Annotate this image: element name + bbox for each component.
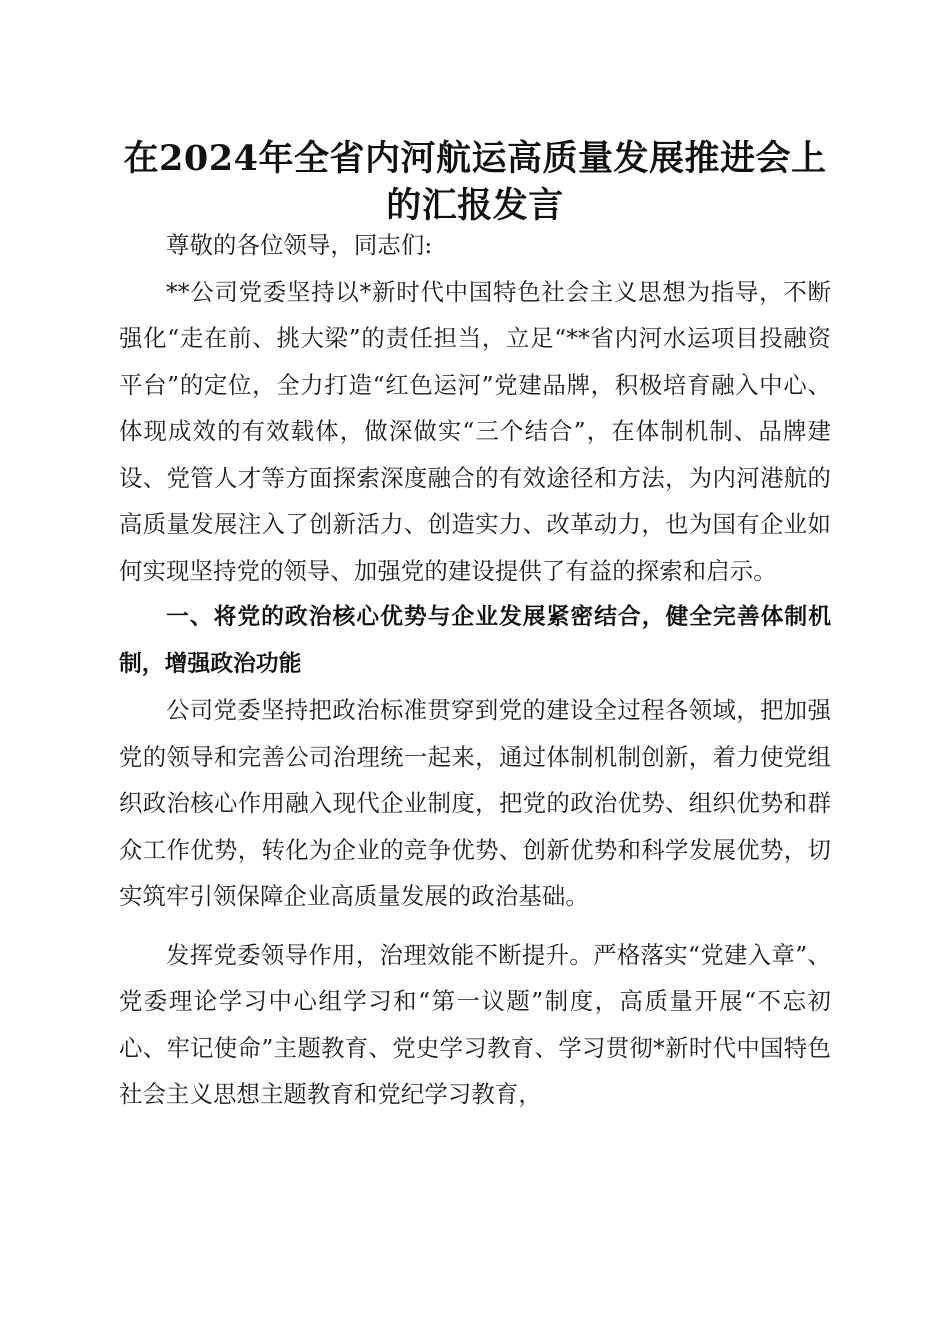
document-title: 在2024年全省内河航运高质量发展推进会上的汇报发言	[123, 138, 827, 226]
salutation: 尊敬的各位领导，同志们:	[166, 231, 433, 259]
paragraph-party-leadership: 发挥党委领导作用，治理效能不断提升。严格落实“党建入章”、党委理论学习中心组学习和“第一议题”制度，高质量开展“不忘初心、牢记使命”主题教育、党史学习教育、学习贯彻*新时代中国特色社会主义思想主题教育和党纪学习教育，	[119, 940, 831, 1108]
document-body	[119, 222, 831, 1118]
section-heading-1: 一、将党的政治核心优势与企业发展紧密结合，健全完善体制机制，增强政治功能	[119, 604, 831, 677]
paragraph-section-1: 公司党委坚持把政治标准贯穿到党的建设全过程各领域，把加强党的领导和完善公司治理统一起来，通过体制机制创新，着力使党组织政治核心作用融入现代企业制度，把党的政治优势、组织优势和群众工作优势，转化为企业的竞争优势、创新优势和科学发展优势，切实筑牢引领保障企业高质量发展的政治基础。	[119, 696, 831, 910]
paragraph-spacer	[119, 920, 831, 932]
paragraph-intro: **公司党委坚持以*新时代中国特色社会主义思想为指导，不断强化“走在前、挑大梁”的责任担当，立足“**省内河水运项目投融资平台”的定位，全力打造“红色运河”党建品牌，积极培育融入中心、体现成效的有效载体，做深做实“三个结合”，在体制机制、品牌建设、党管人才等方面探索深度融合的有效途径和方法，为内河港航的高质量发展注入了创新活力、创造实力、改革动力，也为国有企业如何实现坚持党的领导、加强党的建设提供了有益的探索和启示。	[119, 277, 831, 585]
